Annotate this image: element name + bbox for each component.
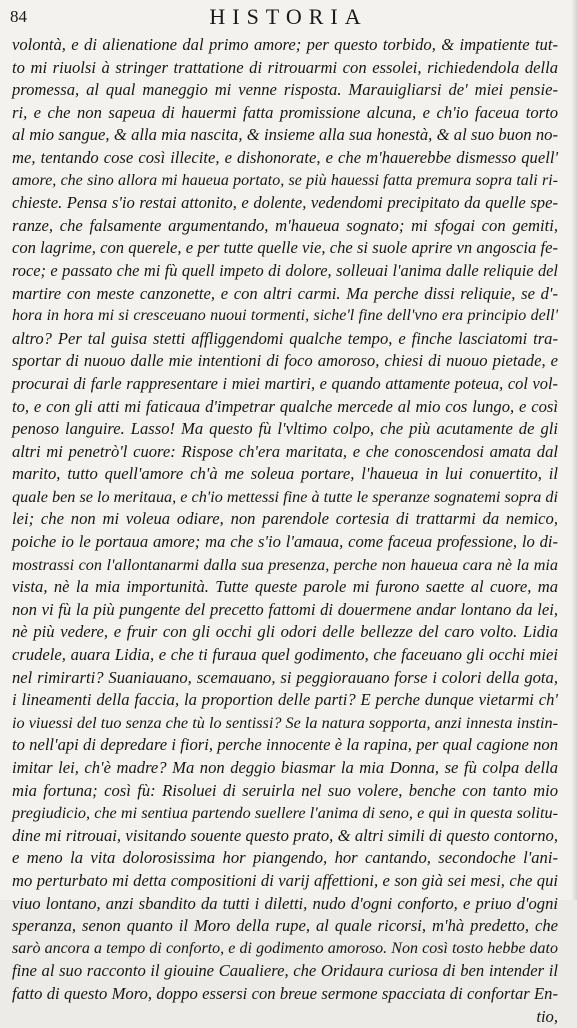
text-line: to mi riuolsi à stringer trattatione di ritrouarmi con essolei, richiedendola della — [12, 57, 558, 77]
page-number: 84 — [10, 7, 27, 26]
text-line: quale ben se lo meritaua, e ch'io mettessi fine à tutte le speranze sognatemi sopra di — [12, 487, 558, 506]
text-line: penoso languire. Lasso! Ma questo fù l'vltimo colpo, che più acutamente de gli — [12, 419, 558, 439]
text-line: hora in hora mi si cresceuano nuoui tormenti, siche'l fine dell'vno era principio dell' — [12, 307, 558, 325]
text-line: nel rimirarti? Suaniauano, scemauano, si peggiorauano forse i colori della gota, — [12, 667, 558, 687]
text-line: me, tentando cose così illecite, e dishonorate, e che m'hauerebbe dismesso quell' — [12, 147, 558, 167]
text-line: mostrassi con l'allontanarmi dalla sua presenza, perche non haueua cara nè la mia — [12, 555, 558, 574]
text-line: fine al suo racconto il giouine Caualiere, che Oridaura curiosa di ben intender il — [12, 961, 558, 981]
text-line: al mio sangue, & alla mia nascita, & insieme alla sua honestà, & al suo buon no- — [12, 125, 558, 145]
text-line: e meno la vita dolorosissima hor piangendo, hor cantando, secondoche l'ani- — [12, 848, 558, 868]
text-line: crudele, auara Lidia, e che ti furaua quel godimento, che faceuano gli occhi miei — [12, 645, 558, 665]
text-line: to nell'api di depredare i fiori, perche innocente è la rapina, per qual cagione non — [12, 735, 558, 755]
text-line: mo perturbato mi detta compositioni di varij affettioni, e son già sei mesi, che qui — [12, 870, 558, 890]
text-line: amore, che sino allora mi haueua portato, se più hauessi fatta premura sopra tali ri- — [12, 171, 558, 189]
text-line: viuo lontano, anzi sbandito da tutti i diletti, nudo d'ogni conforto, e priuo d'ogni — [12, 893, 558, 913]
text-line: dine mi ritrouai, visitando souente questo prato, & altri simili di questo contorno, — [12, 825, 558, 845]
text-line: non vi fù la più pungente del precetto fattomi di douermene andar lontano da lei, — [12, 599, 558, 619]
text-line: io viuessi del tuo senza che tù lo sentissi? Se la natura sopporta, anzi innesta instin- — [12, 713, 558, 732]
text-line: tio, — [536, 1006, 558, 1026]
text-line: chieste. Pensa s'io restai attonito, e dolente, vedendomi precipitato da quelle spe- — [12, 193, 558, 213]
text-line: nè più vedere, e fruir con gli occhi gli odori delle bellezze del caro volto. Lidia — [12, 622, 558, 642]
text-line: altro? Per tal guisa stetti affliggendomi qualche tempo, e finche lasciatomi tra- — [12, 328, 558, 348]
text-line: promessa, al qual maneggio mi venne risposta. Marauigliarsi de' miei pensie- — [12, 80, 558, 100]
text-line: pregiudicio, che mi sentiua partendo suellere l'anima di seno, e qui in questa solitu- — [12, 804, 558, 823]
text-line: speranza, senon quanto il Moro della rupe, al quale ricorsi, m'hà predetto, che — [12, 916, 558, 936]
body-text — [12, 34, 558, 1028]
text-line: to, e con gli atti mi faticaua d'impetrar qualche mercede al mio cos lungo, e così — [12, 396, 558, 416]
text-line: lei; che non mi voleua odiare, non parendole cortesia di trattarmi da nemico, — [12, 509, 558, 529]
page-edge-shadow — [571, 0, 577, 900]
text-line: procurai di farle rappresentare i miei martiri, e quando attamente poteua, col vol- — [12, 373, 558, 393]
text-line: con lagrime, con querele, e per tutte quelle vie, che si suole aprire vn angoscia fe- — [12, 238, 558, 258]
text-line: mia fortuna; così fù: Risoluei di seruirla nel suo volere, benche con tanto mio — [12, 780, 558, 800]
text-line: i lineamenti della faccia, la proportion delle parti? E perche dunque vietarmi ch' — [12, 690, 558, 710]
text-line: volontà, e di alienatione dal primo amore; per questo torbido, & impatiente tut- — [12, 35, 558, 54]
text-line: poiche io le portaua amore; ma che s'io l'amaua, come faceua professione, lo di- — [12, 532, 558, 552]
text-line: vista, nè la mia importunità. Tutte queste parole mi furono saette al cuore, ma — [12, 577, 558, 597]
text-line: marito, tutto quell'amore ch'à me soleua portare, l'haueua in lui conuertito, il — [12, 464, 558, 484]
text-line: imitar lei, ch'è madre? Ma non deggio biasmar la mia Donna, se fù colpa della — [12, 758, 558, 777]
text-line: martire con meste canzonette, e con altri carmi. Ma perche dissi reliquie, se d'- — [12, 283, 558, 303]
text-line: sarò ancora a tempo di conforto, e di godimento amoroso. Non così tosto hebbe dato — [12, 939, 558, 957]
text-line: sportar di nuouo dalle mie intentioni di foco amoroso, chiesi di nuouo pietade, e — [12, 351, 558, 371]
running-title: HISTORIA — [209, 4, 368, 29]
text-line: ri, e che non sapeua di hauermi fatta promissione alcuna, e ch'io faceua torto — [12, 102, 558, 122]
text-line: roce; e passato che mi fù quell impeto di dolore, solleuai l'anima dalle reliquie del — [12, 260, 558, 280]
text-line: ranze, che falsamente argumentando, m'haueua sognato; mi sfogai con gemiti, — [12, 215, 558, 235]
text-line: fatto di questo Moro, doppo essersi con breue sermone spacciata di confortar En- — [12, 983, 558, 1003]
text-line: altri mi penetrò'l cuore: Rispose ch'era maritata, e che conoscendosi amata dal — [12, 441, 558, 461]
